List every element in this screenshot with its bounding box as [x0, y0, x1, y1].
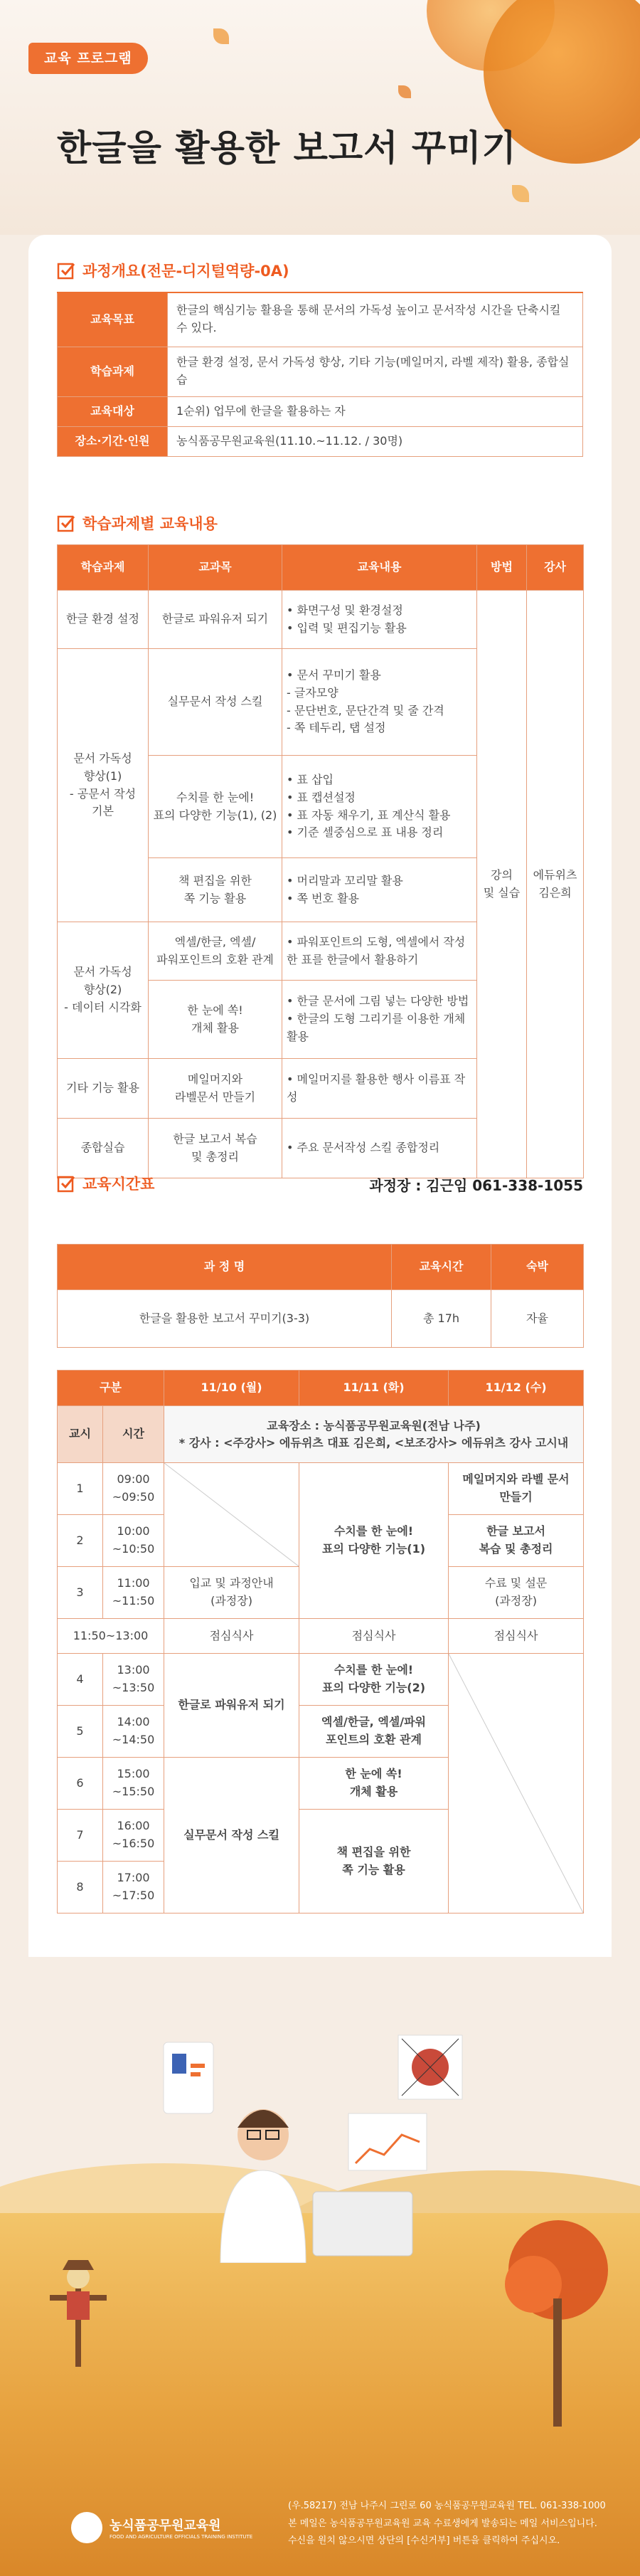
- table-header-row: [58, 1245, 584, 1290]
- column-header: 구분: [58, 1371, 164, 1406]
- task-cell: 문서 가독성 향상(2) - 데이터 시각화: [58, 922, 149, 1059]
- column-header: 교육내용: [282, 545, 477, 591]
- column-header: 시간: [103, 1406, 164, 1463]
- lunch-cell: 점심식사: [449, 1619, 584, 1654]
- lunch-time-cell: 11:50~13:00: [58, 1619, 164, 1654]
- task-cell: 기타 기능 활용: [58, 1059, 149, 1119]
- table-row: [58, 426, 583, 456]
- table-row: [58, 347, 583, 396]
- time-cell: 10:00 ~10:50: [103, 1515, 164, 1567]
- hours-title-text: 교육시간표: [82, 1176, 155, 1193]
- checkbox-icon: [57, 514, 75, 532]
- time-cell: 13:00 ~13:50: [103, 1654, 164, 1706]
- overview-section-title: [57, 260, 289, 281]
- column-header: 교시: [58, 1406, 103, 1463]
- method-cell: 강의 및 실습: [477, 591, 527, 1178]
- column-header: 강사: [527, 545, 584, 591]
- schedule-location: 교육장소 : 농식품공무원교육원(전남 나주): [267, 1418, 481, 1432]
- footer-line: (우.58217) 전남 나주시 그린로 60 농식품공무원교육원 TEL. 061-338-1000: [288, 2501, 606, 2511]
- page-title: 한글을 활용한 보고서 꾸미기: [57, 127, 517, 169]
- content-cell: • 문서 꾸미기 활용 - 글자모양 - 문단번호, 문단간격 및 줄 간격 - 쪽 테두리, 탭 설정: [282, 649, 477, 756]
- schedule-info: [164, 1406, 584, 1463]
- period-cell: 3: [58, 1567, 103, 1619]
- lunch-cell: 점심식사: [164, 1619, 299, 1654]
- period-cell: 8: [58, 1862, 103, 1913]
- schedule-cell: 수료 및 설문 (과정장): [449, 1567, 584, 1619]
- overview-value: 한글 환경 설정, 문서 가독성 향상, 기타 기능(메일머지, 라벨 제작) 활용, 종합실습: [168, 347, 583, 396]
- office-worker-illustration-icon: [156, 2028, 469, 2263]
- schedule-cell: 엑셀/한글, 엑셀/파워 포인트의 호환 관계: [299, 1706, 449, 1758]
- table-row: [58, 396, 583, 426]
- overview-key: 교육대상: [58, 396, 168, 426]
- footer-logo: [71, 2512, 252, 2543]
- time-cell: 09:00 ~09:50: [103, 1463, 164, 1515]
- subject-cell: 실무문서 작성 스킬: [149, 649, 282, 756]
- content-cell: • 한글 문서에 그림 넣는 다양한 방법 • 한글의 도형 그리기를 이용한 개체 활용: [282, 981, 477, 1059]
- autumn-tree-icon: [491, 2213, 626, 2427]
- leaf-icon: [512, 185, 529, 202]
- content-cell: • 표 삽입 • 표 캡션설정 • 표 자동 채우기, 표 계산식 활용 • 기준 셀중심으로 표 내용 정리: [282, 756, 477, 858]
- schedule-cell: 책 편집을 위한 쪽 기능 활용: [299, 1810, 449, 1913]
- overview-key: 장소·기간·인원: [58, 426, 168, 456]
- period-cell: 4: [58, 1654, 103, 1706]
- schedule-table: [57, 1370, 584, 1913]
- column-header: 11/10 (월): [164, 1371, 299, 1406]
- schedule-cell: 한글 보고서 복습 및 총정리: [449, 1515, 584, 1567]
- period-cell: 6: [58, 1758, 103, 1810]
- table-row: [58, 591, 584, 649]
- period-cell: 5: [58, 1706, 103, 1758]
- overview-title-text: 과정개요(전문-디지털역량-0A): [82, 263, 289, 280]
- lunch-cell: 점심식사: [299, 1619, 449, 1654]
- table-header-row: [58, 1371, 584, 1406]
- column-header: 11/11 (화): [299, 1371, 449, 1406]
- task-cell: 한글 환경 설정: [58, 591, 149, 649]
- empty-cell: [449, 1654, 584, 1913]
- subject-cell: 한글로 파워유저 되기: [149, 591, 282, 649]
- table-row: [58, 292, 583, 347]
- overview-value: 1순위) 업무에 한글을 활용하는 자: [168, 396, 583, 426]
- time-cell: 15:00 ~15:50: [103, 1758, 164, 1810]
- column-header: 교육시간: [392, 1245, 491, 1290]
- table-header-row: [58, 545, 584, 591]
- course-hours-cell: 총 17h: [392, 1290, 491, 1348]
- leaf-icon: [213, 28, 229, 44]
- curriculum-section-title: [57, 512, 218, 534]
- schedule-cell: 수치를 한 눈에! 표의 다양한 기능(2): [299, 1654, 449, 1706]
- schedule-cell: 수치를 한 눈에! 표의 다양한 기능(1): [299, 1463, 449, 1619]
- subject-cell: 책 편집을 위한 쪽 기능 활용: [149, 858, 282, 922]
- empty-cell: [164, 1463, 299, 1567]
- curriculum-title-text: 학습과제별 교육내용: [82, 515, 218, 532]
- overview-value: 농식품공무원교육원(11.10.~11.12. / 30명): [168, 426, 583, 456]
- table-row: [58, 1619, 584, 1654]
- hours-table: [57, 1244, 584, 1348]
- lodging-cell: 자율: [491, 1290, 584, 1348]
- hours-section-title: [57, 1173, 154, 1194]
- schedule-cell: 입교 및 과정안내 (과정장): [164, 1567, 299, 1619]
- time-cell: 14:00 ~14:50: [103, 1706, 164, 1758]
- instructor-cell: 에듀위츠 김은희: [527, 591, 584, 1178]
- schedule-cell: 실무문서 작성 스킬: [164, 1758, 299, 1913]
- column-header: 숙박: [491, 1245, 584, 1290]
- schedule-cell: 한 눈에 쏙! 개체 활용: [299, 1758, 449, 1810]
- time-cell: 16:00 ~16:50: [103, 1810, 164, 1862]
- curriculum-table: [57, 544, 584, 1178]
- subject-cell: 엑셀/한글, 엑셀/ 파워포인트의 호환 관계: [149, 922, 282, 981]
- overview-key: 교육목표: [58, 292, 168, 347]
- scarecrow-icon: [43, 2256, 114, 2370]
- table-row: [58, 1463, 584, 1515]
- overview-table: [57, 292, 583, 457]
- empty-slash-icon: [164, 1463, 299, 1566]
- period-cell: 1: [58, 1463, 103, 1515]
- top-banner: [0, 0, 640, 235]
- task-cell: 종합실습: [58, 1119, 149, 1178]
- footer-org-name: 농식품공무원교육원: [110, 2518, 221, 2533]
- content-cell: • 메일머지를 활용한 행사 이름표 작성: [282, 1059, 477, 1119]
- overview-key: 학습과제: [58, 347, 168, 396]
- institute-logo-icon: [71, 2512, 102, 2543]
- content-cell: • 파워포인트의 도형, 엑셀에서 작성한 표를 한글에서 활용하기: [282, 922, 477, 981]
- footer-line: 본 메일은 농식품공무원교육원 교육 수료생에게 발송되는 메일 서비스입니다.: [288, 2518, 597, 2529]
- empty-slash-icon: [449, 1654, 583, 1913]
- time-cell: 11:00 ~11:50: [103, 1567, 164, 1619]
- period-cell: 7: [58, 1810, 103, 1862]
- schedule-instructors: * 강사 : <주강사> 에듀위츠 대표 김은희, <보조강사> 에듀위츠 강사 고시내: [178, 1435, 569, 1450]
- time-cell: 17:00 ~17:50: [103, 1862, 164, 1913]
- table-row: [58, 1290, 584, 1348]
- subject-cell: 한 눈에 쏙! 개체 활용: [149, 981, 282, 1059]
- table-row: [58, 1406, 584, 1463]
- column-header: 학습과제: [58, 545, 149, 591]
- task-cell: 문서 가독성 향상(1) - 공문서 작성 기본: [58, 649, 149, 922]
- overview-value: 한글의 핵심기능 활용을 통해 문서의 가독성 높이고 문서작성 시간을 단축시킬 수 있다.: [168, 292, 583, 347]
- leaf-icon: [398, 85, 411, 98]
- footer-org-en: FOOD AND AGRICULTURE OFFICIALS TRAINING INSTITUTE: [110, 2534, 253, 2540]
- footer-line: 수신을 원치 않으시면 상단의 [수신거부] 버튼을 클릭하여 주십시오.: [288, 2535, 560, 2547]
- table-row: [58, 1654, 584, 1706]
- column-header: 11/12 (수): [449, 1371, 584, 1406]
- subject-cell: 메일머지와 라벨문서 만들기: [149, 1059, 282, 1119]
- subject-cell: 한글 보고서 복습 및 총정리: [149, 1119, 282, 1178]
- column-header: 방법: [477, 545, 527, 591]
- course-name-cell: 한글을 활용한 보고서 꾸미기(3-3): [58, 1290, 392, 1348]
- period-cell: 2: [58, 1515, 103, 1567]
- schedule-cell: 한글로 파워유저 되기: [164, 1654, 299, 1758]
- subject-cell: 수치를 한 눈에! 표의 다양한 기능(1), (2): [149, 756, 282, 858]
- content-cell: • 화면구성 및 환경설정 • 입력 및 편집기능 활용: [282, 591, 477, 649]
- column-header: 교과목: [149, 545, 282, 591]
- course-manager-contact: 과정장 : 김근임 061-338-1055: [369, 1177, 583, 1194]
- content-cell: • 주요 문서작성 스킬 종합정리: [282, 1119, 477, 1178]
- program-tag: 교육 프로그램: [28, 43, 148, 74]
- footer-address: [288, 2498, 615, 2550]
- schedule-cell: 메일머지와 라벨 문서 만들기: [449, 1463, 584, 1515]
- content-cell: • 머리말과 꼬리말 활용 • 쪽 번호 활용: [282, 858, 477, 922]
- checkbox-icon: [57, 1174, 75, 1193]
- checkbox-icon: [57, 261, 75, 280]
- column-header: 과 정 명: [58, 1245, 392, 1290]
